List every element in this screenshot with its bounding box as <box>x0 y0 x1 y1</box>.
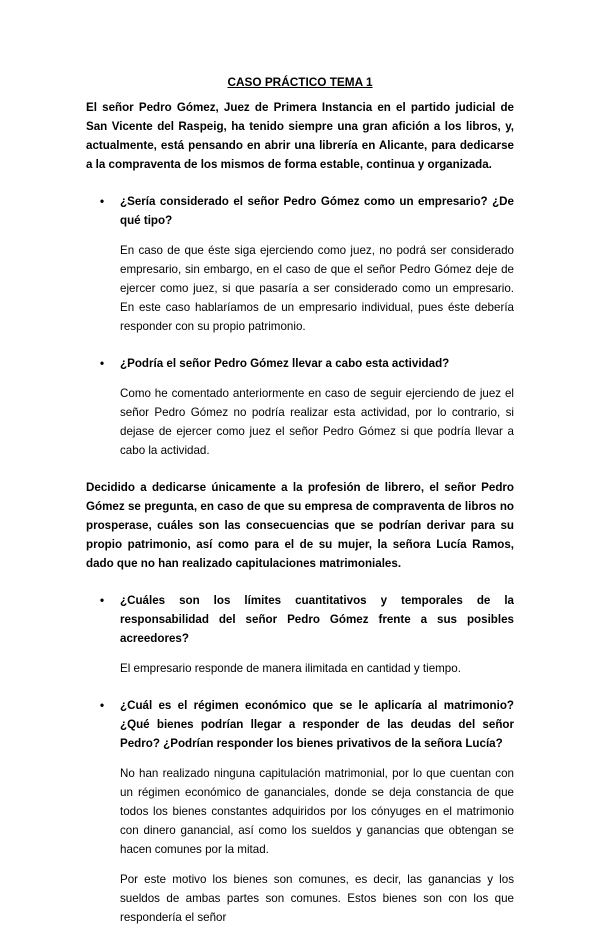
answer-1: En caso de que éste siga ejerciendo como juez, no podrá ser considerado empresario, sin embargo, en el caso de que el señor Pedro Gómez deje de ejercer como juez, si que pasaría a ser considerado como un empresario. En este caso hablaríamos de un empresario individual, pues éste debería responder con su propio patrimonio. <box>120 244 514 333</box>
bullet-icon: • <box>100 195 105 208</box>
answer-2: Como he comentado anteriormente en caso de seguir ejerciendo de juez el señor Pedro Gómez no podría realizar esta actividad, por lo contrario, si dejase de ejercer como juez el señor Pedro Gómez si que podría llevar a cabo la actividad. <box>120 387 514 457</box>
question-1 <box>86 192 514 230</box>
intro-paragraph: El señor Pedro Gómez, Juez de Primera Instancia en el partido judicial de San Vicente del Raspeig, ha tenido siempre una gran afición a los libros, y, actualmente, está pensando en abrir una librería en Alicante, para dedicarse a la compraventa de los mismos de forma estable, continua y organizada. <box>86 101 514 171</box>
question-2 <box>86 354 514 373</box>
question-4 <box>86 696 514 753</box>
answer-4a: No han realizado ninguna capitulación matrimonial, por lo que cuentan con un régimen económico de gananciales, donde se deja constancia de que todos los bienes constantes adquiridos por los cónyuges en el matrimonio con dinero ganancial, así como los sueldos y ganancias que obtengan se hacen comunes por la mitad. <box>120 767 514 856</box>
bullet-icon: • <box>100 594 105 607</box>
document-title: CASO PRÁCTICO TEMA 1 <box>227 75 373 89</box>
bullet-icon: • <box>100 699 105 712</box>
question-3 <box>86 591 514 648</box>
question-2-text: ¿Podría el señor Pedro Gómez llevar a cabo esta actividad? <box>120 357 450 370</box>
question-4-text: ¿Cuál es el régimen económico que se le aplicaría al matrimonio? ¿Qué bienes podrían llegar a responder de las deudas del señor Pedro? ¿Podrían responder los bienes privativos de la señora Lucía? <box>120 699 514 750</box>
question-3-text: ¿Cuáles son los límites cuantitativos y temporales de la responsabilidad del señor Pedro Gómez frente a sus posibles acreedores? <box>120 594 514 645</box>
answer-3: El empresario responde de manera ilimitada en cantidad y tiempo. <box>120 662 461 675</box>
question-1-text: ¿Sería considerado el señor Pedro Gómez como un empresario? ¿De qué tipo? <box>120 195 514 227</box>
second-intro-paragraph: Decidido a dedicarse únicamente a la profesión de librero, el señor Pedro Gómez se pregunta, en caso de que su empresa de compraventa de libros no prosperase, cuáles son las consecuencias que se podrían derivar para su propio patrimonio, así como para el de su mujer, la señora Lucía Ramos, dado que no han realizado capitulaciones matrimoniales. <box>86 481 514 570</box>
answer-4b: Por este motivo los bienes son comunes, es decir, las ganancias y los sueldos de ambas partes son comunes. Estos bienes son con los que respondería el señor <box>120 873 514 924</box>
bullet-icon: • <box>100 357 105 370</box>
